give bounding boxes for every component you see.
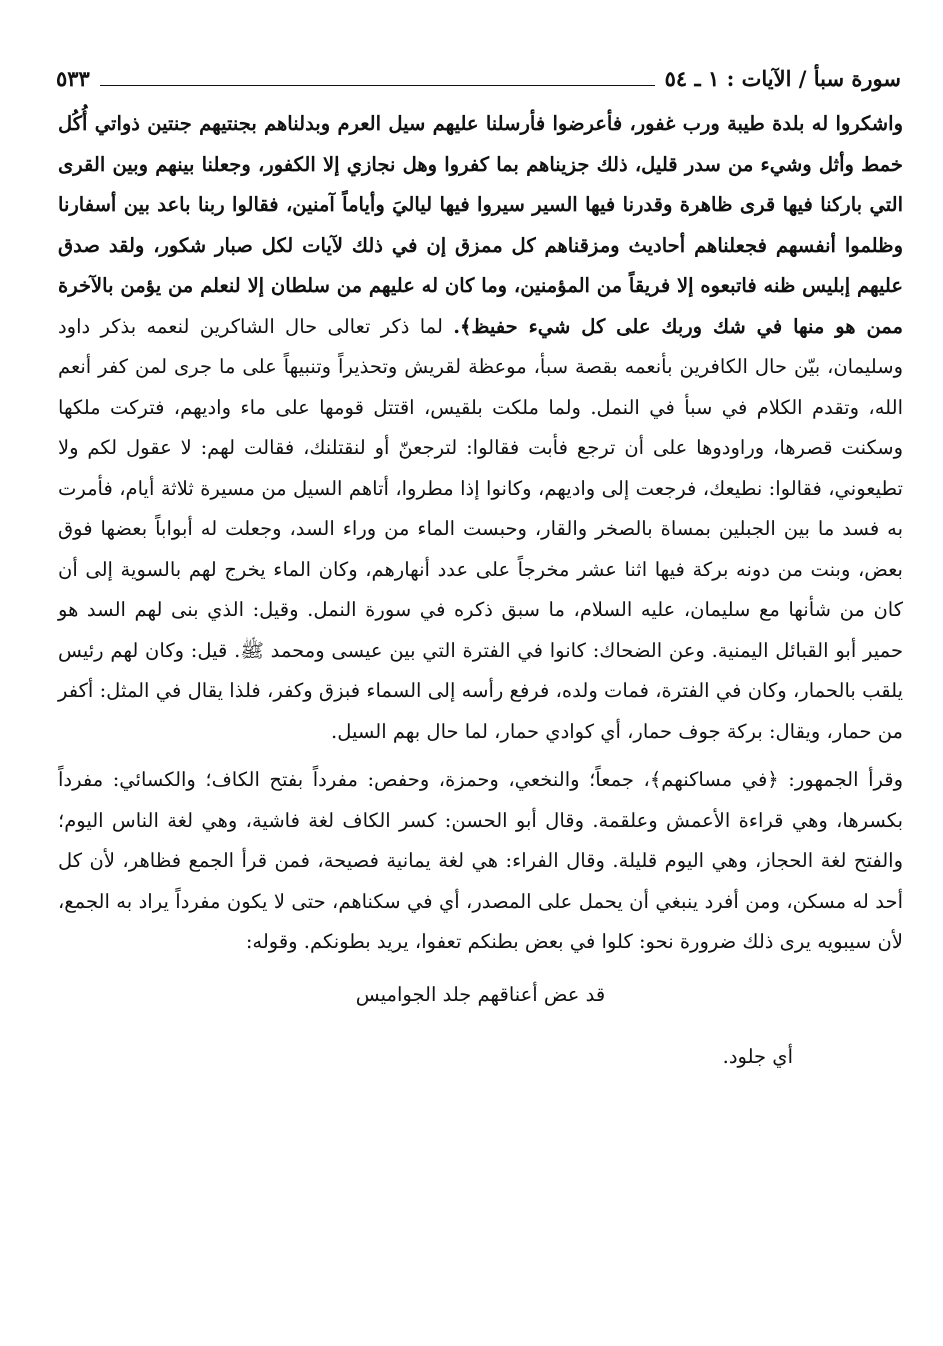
page-body bbox=[58, 104, 903, 1077]
quran-verses: واشكروا له بلدة طيبة ورب غفور، فأعرضوا فأرسلنا عليهم سيل العرم وبدلناهم بجنتيهم جنتين ذواتي أُكُل خمط وأثل وشيء من سدر قليل، ذلك جزيناهم بما كفروا وهل نجازي إلا الكفور، وجعلنا بينهم وبين القرى التي باركنا فيها قرى ظاهرة وقدرنا فيها السير سيروا فيها لياليَ وأياماً آمنين، فقالوا ربنا باعد بين أسفارنا وظلموا أنفسهم فجعلناهم أحاديث ومزقناهم كل ممزق إن في ذلك لآيات لكل صبار شكور، ولقد صدق عليهم إبليس ظنه فاتبعوه إلا فريقاً من المؤمنين، وما كان له عليهم من سلطان إلا لنعلم من يؤمن بالآخرة ممن هو منها في شك وربك على كل شيء حفيظ﴾. bbox=[58, 112, 904, 338]
closing-note: أي جلود. bbox=[722, 1044, 793, 1068]
paragraph-readings: وقرأ الجمهور: ﴿في مساكنهم﴾، جمعاً؛ والنخعي، وحمزة، وحفص: مفرداً بفتح الكاف؛ والكسائي: مفرداً بكسرها، وهي قراءة الأعمش وعلقمة. وقال أبو الحسن: كسر الكاف لغة فاشية، وهي لغة الناس اليوم؛ والفتح لغة الحجاز، وهي اليوم قليلة. وقال الفراء: هي لغة يمانية فصيحة، فمن قرأ الجمع فظاهر، لأن كل أحد له مسكن، ومن أفرد ينبغي أن يحمل على المصدر، أي في سكناهم، حتى لا يكون مفرداً يراد به الجمع، لأن سيبويه يرى ذلك ضرورة نحو: كلوا في بعض بطنكم تعفوا، يريد بطونكم. وقوله: bbox=[58, 768, 904, 953]
paragraph-quran-commentary bbox=[58, 104, 903, 752]
page-number: ٥٣٣ bbox=[56, 66, 90, 91]
surah-title: سورة سبأ / الآيات : ١ ـ ٥٤ bbox=[664, 66, 901, 91]
running-header bbox=[56, 60, 901, 94]
commentary-text: لما ذكر تعالى حال الشاكرين لنعمه بذكر داود وسليمان، بيّن حال الكافرين بأنعمه بقصة سبأ، موعظة لقريش وتحذيراً وتنبيهاً على ما جرى لمن كفر أنعم الله، وتقدم الكلام في سبأ في النمل. ولما ملكت بلقيس، اقتتل قومها على ماء واديهم، فتركت ملكها وسكنت قصرها، وراودوها على أن ترجع فأبت فقالوا: لترجعنّ أو لنقتلنك، فقالت لهم: لا عقول لكم ولا تطيعوني، فقالوا: نطيعك، فرجعت إلى واديهم، وكانوا إذا مطروا، أتاهم السيل من مسيرة ثلاثة أيام، فأمرت به فسد ما بين الجبلين بمساة بالصخر والقار، وحبست الماء من وراء السد، وجعلت له أبواباً بعضها فوق بعض، وبنت من دونه بركة فيها اثنا عشر مخرجاً على عدد أنهارهم، وكان الماء يخرج لهم بالسوية إلى أن كان من شأنها مع سليمان، عليه السلام، ما سبق ذكره في سورة النمل. وقيل: الذي بنى لهم السد هو حمير أبو القبائل اليمنية. وعن الضحاك: كانوا في الفترة التي بين عيسى ومحمد ﷺ. قيل: وكان لهم رئيس يلقب بالحمار، وكان في الفترة، فمات ولده، فرفع رأسه إلى السماء فبزق وكفر، فلذا يقال في المثل: أكفر من حمار، ويقال: بركة جوف حمار، أي كوادي حمار، لما حال بهم السيل. bbox=[58, 314, 903, 743]
poetry-verse: قد عض أعناقهم جلد الجواميس bbox=[355, 982, 606, 1006]
header-rule bbox=[100, 85, 655, 86]
